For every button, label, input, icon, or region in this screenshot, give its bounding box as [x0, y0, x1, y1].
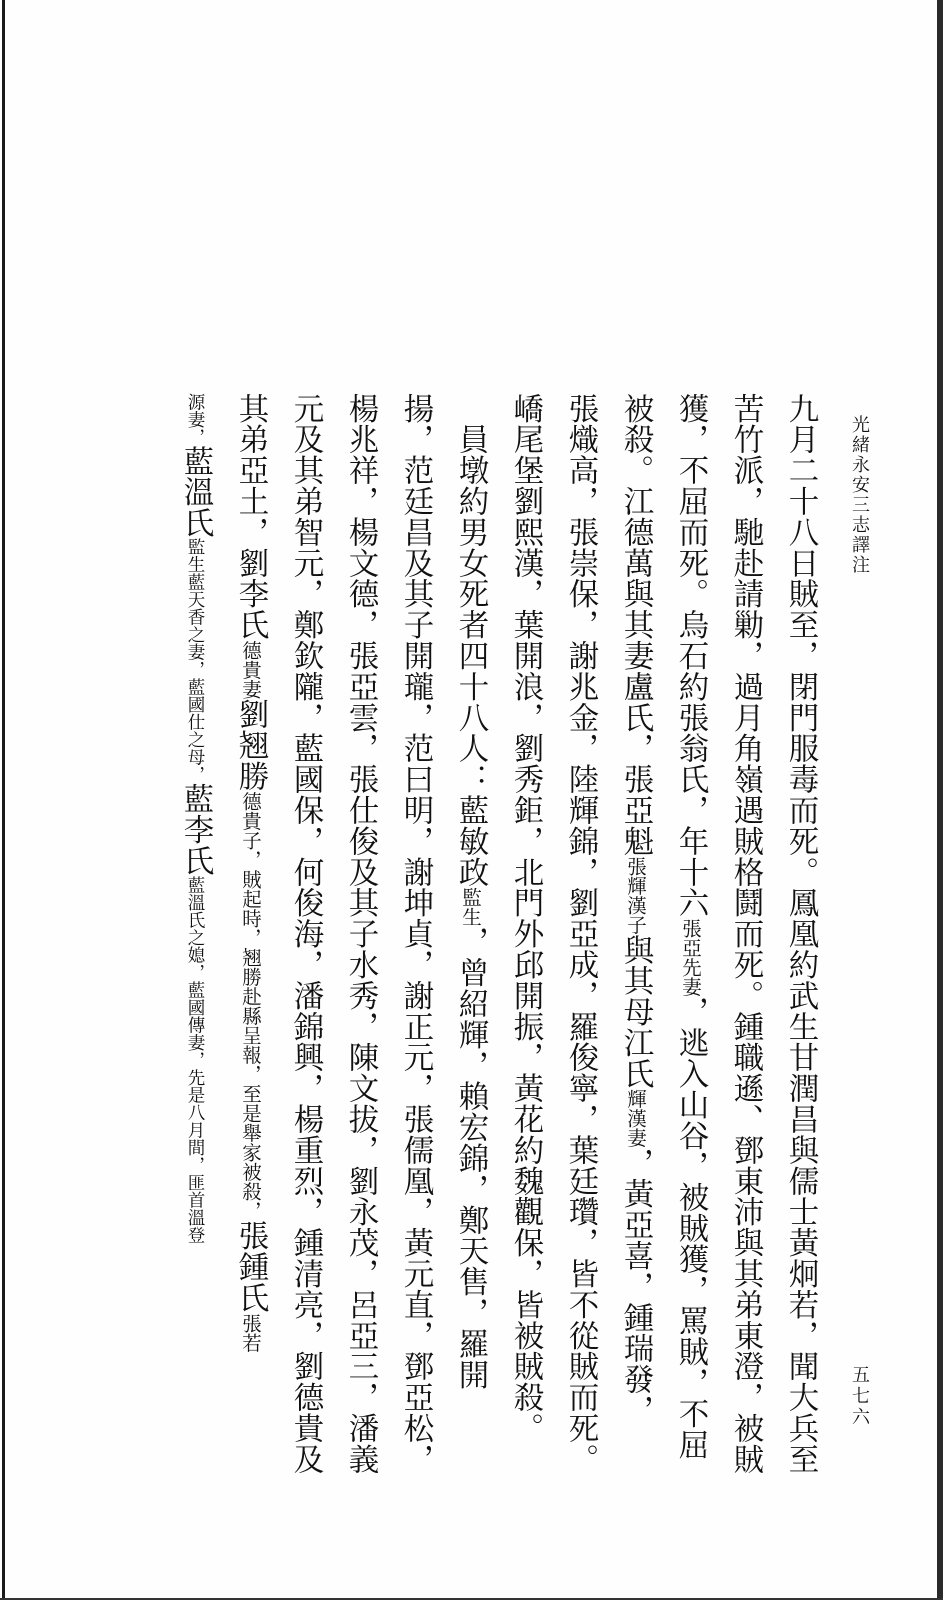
text-column	[498, 393, 553, 1444]
main-text: 與其母江氏	[618, 934, 653, 1089]
main-text: ，黃亞喜，鍾瑞發，	[618, 1147, 653, 1426]
text-column	[663, 393, 718, 1460]
annotation-note: 德貴妻	[239, 640, 262, 699]
text-column	[333, 393, 388, 1475]
main-text: 嶠尾堡劉熙漢，葉開浪，劉秀鉅，北門外邱開振，黃花約魏觀保，皆被賊殺。	[508, 393, 543, 1444]
main-text: 其弟亞土，劉李氏	[233, 393, 268, 641]
main-text: 張鍾氏	[233, 1220, 268, 1314]
text-column	[443, 393, 498, 1433]
main-text: 楊兆祥，楊文德，張亞雲，張仕俊及其子水秀，陳文拔，劉永茂，呂亞三，潘義	[343, 393, 378, 1475]
annotation-note: 德貴子，賊起時，翘勝赴縣呈報，至是舉家被殺，	[239, 791, 262, 1221]
main-text: ，曾紹輝，賴宏錦，鄭天售，羅開	[453, 926, 488, 1390]
annotation-note: 輝漢妻	[624, 1089, 647, 1148]
annotation-note: 監生	[459, 887, 482, 927]
annotation-note: 源妻，	[185, 393, 205, 446]
text-column	[167, 393, 223, 1433]
main-text: 獲，不屈而死。烏石約張翁氏，年十六	[673, 393, 708, 919]
running-head-book-title: 光緒永安三志譯注	[849, 415, 870, 575]
text-column	[553, 393, 608, 1475]
annotation-note: 張亞先妻	[679, 918, 702, 997]
main-text: 苦竹派，馳赴請勦，過月角嶺遇賊格鬪而死。鍾職遜、鄧東沛與其弟東澄，被賊	[728, 393, 763, 1475]
text-column	[773, 393, 828, 1475]
main-text: 九月二十八日賊至，閉門服毒而死。鳳凰約武生甘潤昌與儒士黃炯若，聞大兵至	[783, 393, 818, 1475]
main-text: 藍溫氏	[178, 445, 213, 539]
annotation-note: 藍溫氏之媳，藍國傳妻，先是八月間，匪首溫登	[185, 875, 205, 1244]
annotation-note: 張若	[239, 1313, 262, 1353]
main-text: 元及其弟智元，鄭欽隴，藍國保，何俊海，潘錦興，楊重烈，鍾清亮，劉德貴及	[288, 393, 323, 1475]
text-column	[718, 393, 773, 1475]
main-text: 揚，范廷昌及其子開瓏，范曰明，謝坤貞，謝正元，張儒凰，黃元直，鄧亞松，	[398, 393, 433, 1475]
scan-edge-right	[937, 0, 943, 1600]
main-text: 張熾高，張崇保，謝兆金，陸輝錦，劉亞成，羅俊寧，葉廷瓚，皆不從賊而死。	[563, 393, 598, 1475]
annotation-note: 監生藍天香之妻，藍國仕之母，	[185, 538, 205, 784]
vertical-text-block	[167, 393, 828, 1475]
main-text: 員墩約男女死者四十八人：藍敏政	[453, 393, 488, 888]
main-text: ，逃入山谷，被賊獲，罵賊，不屈	[673, 996, 708, 1460]
text-column	[608, 393, 663, 1433]
page-number: 五七六	[849, 1365, 870, 1428]
main-text: 被殺。江德萬與其妻盧氏，張亞魁	[618, 393, 653, 857]
text-column	[388, 393, 443, 1475]
scan-edge-left	[2, 0, 5, 1600]
annotation-note: 張輝漢子	[624, 856, 647, 935]
text-column	[278, 393, 333, 1475]
main-text: 藍李氏	[178, 783, 213, 876]
text-column	[223, 393, 278, 1433]
main-text: 劉翘勝	[233, 698, 268, 792]
